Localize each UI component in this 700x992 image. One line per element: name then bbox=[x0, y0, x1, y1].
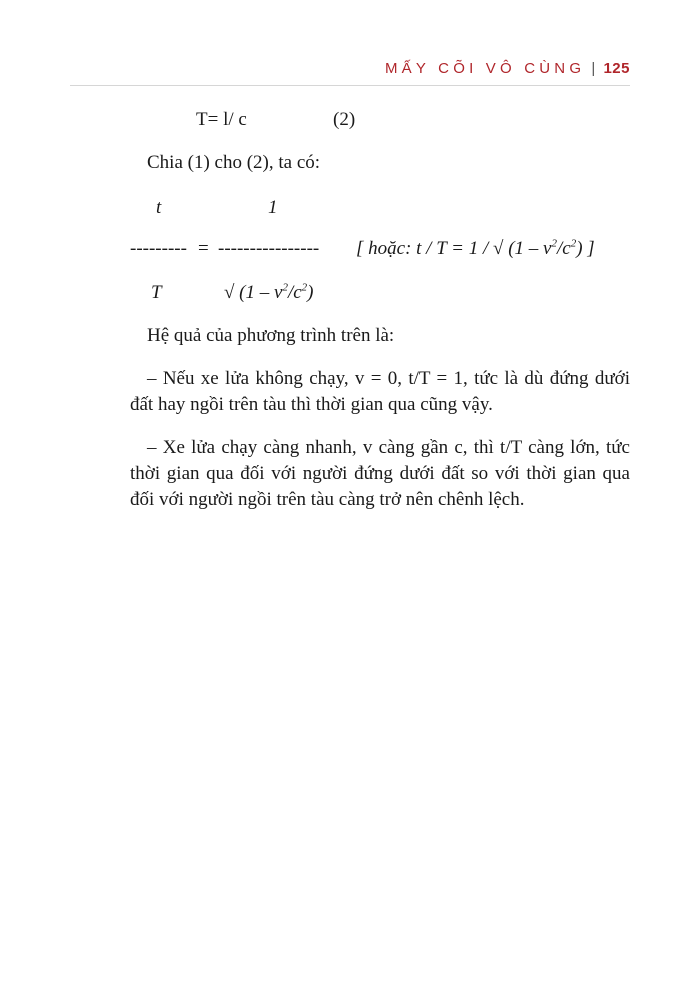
den-suffix: ) bbox=[307, 282, 314, 303]
formula-t-lhs: T= l/ c bbox=[196, 109, 247, 130]
paragraph-2 bbox=[130, 435, 630, 513]
header-rule bbox=[70, 85, 630, 86]
alt-prefix: [ hoặc: t / T = 1 / √ (1 – v bbox=[356, 238, 552, 259]
alternative-formula bbox=[356, 238, 595, 260]
paragraph-2-text: – Xe lửa chạy càng nhanh, v càng gần c, thì t/T càng lớn, tức thời gian qua đối với người đứng dưới đất so với thời gian qua đối với người ngồi trên tàu càng trở nên chênh lệch. bbox=[130, 437, 630, 510]
paragraph-1 bbox=[130, 366, 630, 418]
fraction-dash-left: --------- bbox=[130, 238, 187, 259]
fraction-dash-right: ---------------- bbox=[218, 238, 320, 259]
fraction-numerator-left: t bbox=[156, 197, 162, 218]
divide-line: Chia (1) cho (2), ta có: bbox=[147, 152, 321, 173]
consequence-intro: Hệ quả của phương trình trên là: bbox=[147, 325, 395, 346]
den-prefix: √ (1 – v bbox=[224, 282, 283, 303]
fraction-denominator-right bbox=[224, 282, 314, 304]
alt-suffix: ) ] bbox=[576, 238, 595, 259]
header-separator: | bbox=[591, 60, 596, 77]
running-header bbox=[385, 60, 630, 77]
paragraph-1-text: – Nếu xe lửa không chạy, v = 0, t/T = 1, tức là dù đứng dưới đất hay ngồi trên tàu thì thời gian qua cũng vậy. bbox=[130, 368, 630, 415]
den-sup-1: 2 bbox=[282, 281, 288, 294]
alt-sup-1: 2 bbox=[551, 237, 557, 250]
alt-mid: /c bbox=[556, 238, 571, 259]
den-sup-2: 2 bbox=[301, 281, 308, 294]
page-number: 125 bbox=[603, 60, 630, 77]
alt-sup-2: 2 bbox=[570, 237, 577, 250]
fraction-denominator-left: T bbox=[151, 282, 162, 303]
fraction-numerator-right: 1 bbox=[268, 197, 278, 218]
den-mid: /c bbox=[287, 282, 302, 303]
formula-t-label: (2) bbox=[333, 109, 356, 130]
book-title: MẤY CÕI VÔ CÙNG bbox=[384, 60, 586, 77]
fraction-equals: = bbox=[198, 238, 209, 259]
